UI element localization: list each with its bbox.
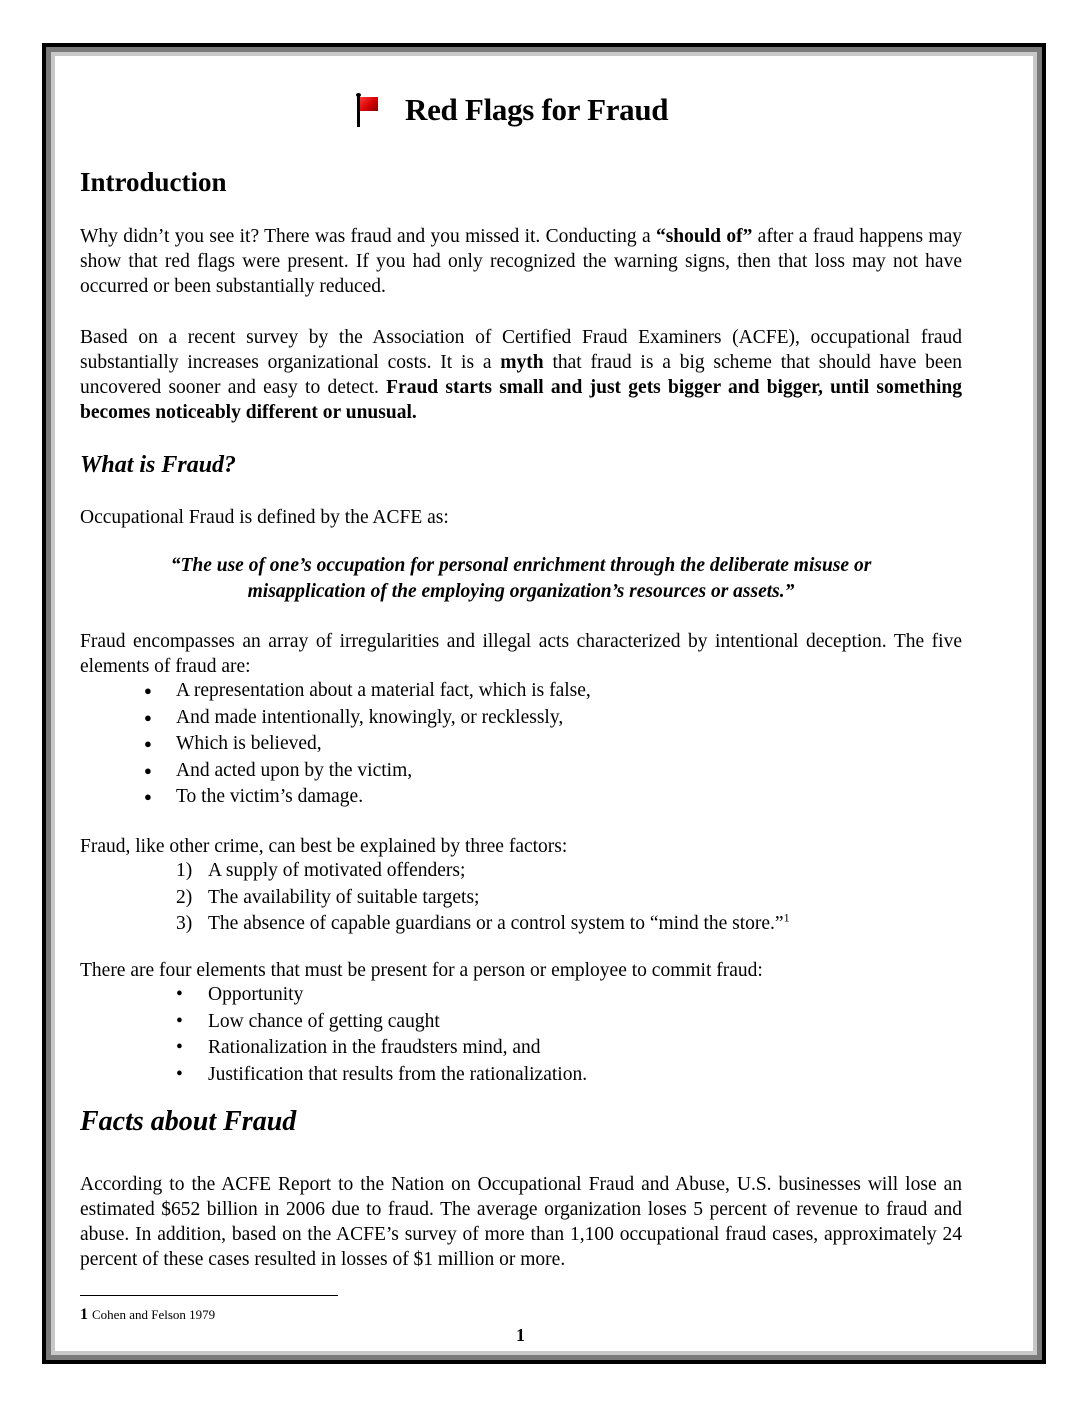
list-number: 1) (176, 860, 193, 881)
list-item (176, 885, 790, 912)
list-item (176, 982, 587, 1009)
list-item-text: Which is believed, (176, 733, 322, 754)
quote-line: “The use of one’s occupation for personal enrichment through the deliberate misuse or (170, 555, 872, 576)
heading-what-is-fraud: What is Fraud? (80, 452, 237, 478)
factors-intro: Fraud, like other crime, can best be explained by three factors: (80, 836, 568, 857)
emphasis-should-of: “should of” (655, 226, 753, 247)
list-item (144, 758, 591, 785)
list-item (176, 1062, 587, 1089)
bullet-icon: ● (144, 683, 152, 698)
bullet-icon: • (176, 1037, 183, 1058)
text: that fraud is a big scheme that should have been uncovered sooner and easy to detect. (80, 352, 962, 398)
four-elements-intro: There are four elements that must be present for a person or employee to commit fraud: (80, 960, 763, 981)
heading-introduction: Introduction (80, 167, 227, 197)
intro-paragraph-2 (80, 325, 962, 425)
list-item (176, 1009, 587, 1036)
bullet-icon: • (176, 1063, 183, 1085)
list-number: 3) (176, 913, 193, 934)
footnote-reference[interactable]: 1 (783, 910, 790, 925)
list-item (144, 784, 591, 811)
list-item-text: And acted upon by the victim, (176, 759, 413, 781)
bullet-icon: • (176, 1010, 183, 1032)
list-item-text: To the victim’s damage. (176, 786, 364, 807)
list-item-text: Low chance of getting caught (208, 1010, 440, 1032)
bullet-icon: ● (144, 789, 152, 804)
list-item-text: Opportunity (208, 984, 304, 1005)
list-item-text: Justification that results from the rationalization. (208, 1063, 588, 1085)
footnote-divider (80, 1295, 338, 1296)
definition-intro: Occupational Fraud is defined by the ACFE as: (80, 507, 449, 528)
text: Based on a recent survey by the Association of Certified Fraud Examiners (ACFE), occupational fraud substantially increases organizational costs. It is a (80, 327, 962, 373)
list-item (176, 858, 790, 885)
red-flag-icon (355, 93, 381, 127)
bullet-icon: • (176, 984, 183, 1005)
bullet-icon: ● (144, 709, 152, 725)
emphasis-fraud-starts-small: Fraud starts small and just gets bigger and bigger, until something becomes noticeably different or unusual. (80, 377, 962, 423)
list-item (144, 678, 591, 705)
three-factors-list (176, 858, 790, 938)
acfe-definition-quote (80, 553, 962, 605)
list-item-text: A supply of motivated offenders; (208, 860, 466, 881)
list-item (176, 911, 790, 938)
footnote-number: 1 (80, 1306, 88, 1323)
list-item (144, 731, 591, 758)
list-item-text: The absence of capable guardians or a control system to “mind the store.” (208, 913, 784, 934)
four-elements-list (176, 982, 587, 1088)
document-title: Red Flags for Fraud (405, 92, 669, 127)
text: after a fraud happens may show that red flags were present. If you had only recognized the warning signs, then that loss may not have occurred or been substantially reduced. (80, 226, 962, 297)
list-item (176, 1035, 587, 1062)
quote-line: misapplication of the employing organization’s resources or assets.” (247, 581, 795, 602)
elements-intro: Fraud encompasses an array of irregularities and illegal acts characterized by intentional deception. The five elements of fraud are: (80, 631, 962, 677)
facts-paragraph: According to the ACFE Report to the Nation on Occupational Fraud and Abuse, U.S. businesses will lose an estimated $652 billion in 2006 due to fraud. The average organization loses 5 percent of revenue to fraud and abuse. In addition, based on the ACFE’s survey of more than 1,100 occupational fraud cases, approximately 24 percent of these cases resulted in losses of $1 million or more. (80, 1174, 962, 1270)
list-item-text: A representation about a material fact, which is false, (176, 680, 591, 701)
five-elements-list (144, 678, 591, 811)
intro-paragraph-1 (80, 224, 962, 299)
list-number: 2) (176, 886, 193, 908)
footnote (80, 1306, 215, 1324)
list-item-text: And made intentionally, knowingly, or recklessly, (176, 706, 564, 728)
footnote-text: Cohen and Felson 1979 (92, 1307, 216, 1322)
emphasis-myth: myth (500, 352, 544, 373)
page-number: 1 (516, 1325, 525, 1345)
bullet-icon: ● (144, 762, 152, 778)
list-item-text: The availability of suitable targets; (208, 886, 480, 908)
heading-facts-about-fraud: Facts about Fraud (80, 1106, 297, 1137)
text: Why didn’t you see it? There was fraud and you missed it. Conducting a (80, 226, 656, 247)
list-item (144, 705, 591, 732)
list-item-text: Rationalization in the fraudsters mind, and (208, 1037, 541, 1058)
document-title-row (355, 80, 668, 140)
bullet-icon: ● (144, 736, 152, 751)
